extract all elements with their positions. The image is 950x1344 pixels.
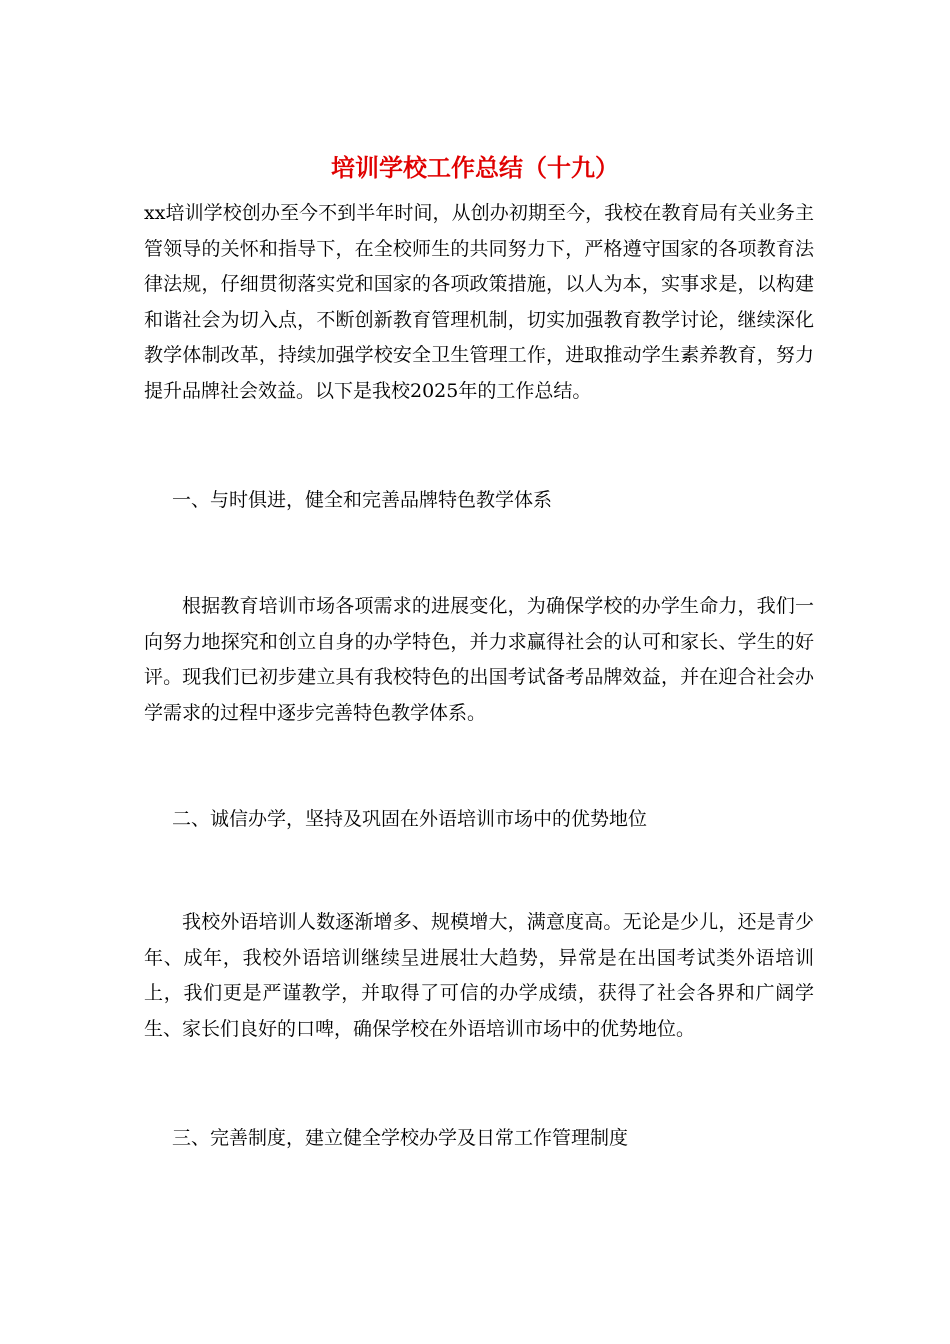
document-title: 培训学校工作总结（十九） bbox=[331, 153, 619, 182]
section-heading-2: 二、诚信办学，坚持及巩固在外语培训市场中的优势地位 bbox=[172, 808, 648, 830]
section-heading-1: 一、与时俱进，健全和完善品牌特色教学体系 bbox=[172, 489, 553, 511]
section-body-1: 根据教育培训市场各项需求的进展变化，为确保学校的办学生命力，我们一向努力地探究和创立自身的办学特色，并力求赢得社会的认可和家长、学生的好评。现我们已初步建立具有我校特色的出国考试备考品牌效益，并在迎合社会办学需求的过程中逐步完善特色教学体系。 bbox=[144, 595, 814, 724]
section-heading-3: 三、完善制度，建立健全学校办学及日常工作管理制度 bbox=[172, 1127, 629, 1149]
section-body-2: 我校外语培训人数逐渐增多、规模增大，满意度高。无论是少儿，还是青少年、成年，我校外语培训继续呈进展壮大趋势，异常是在出国考试类外语培训上，我们更是严谨教学，并取得了可信的办学成绩，获得了社会各界和广阔学生、家长们良好的口啤，确保学校在外语培训市场中的优势地位。 bbox=[144, 911, 814, 1040]
intro-paragraph: xx培训学校创办至今不到半年时间，从创办初期至今，我校在教育局有关业务主管领导的关怀和指导下，在全校师生的共同努力下，严格遵守国家的各项教育法律法规，仔细贯彻落实党和国家的各项政策措施，以人为本，实事求是，以构建和谐社会为切入点，不断创新教育管理机制，切实加强教育教学讨论，继续深化教学体制改革，持续加强学校安全卫生管理工作，进取推动学生素养教育，努力提升品牌社会效益。以下是我校2025年的工作总结。 bbox=[144, 202, 814, 402]
